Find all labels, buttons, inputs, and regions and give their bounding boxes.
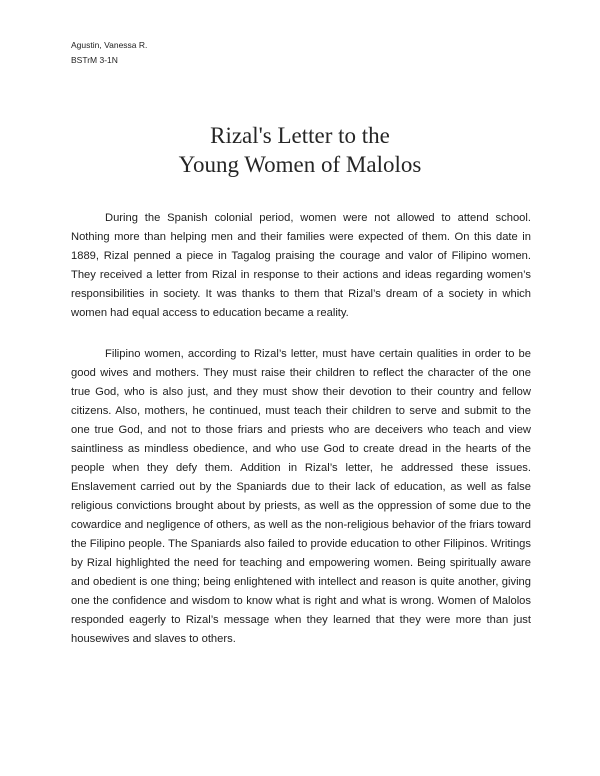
author-block <box>71 38 147 68</box>
document-title <box>0 121 600 179</box>
paragraph-1 <box>71 209 531 323</box>
paragraph-2 <box>71 345 531 649</box>
title-line-1: Rizal's Letter to the <box>210 123 390 148</box>
author-section: BSTrM 3-1N <box>71 55 118 65</box>
paragraph-2-text: Filipino women, according to Rizal’s letter, must have certain qualities in order to be good wives and mothers. They must raise their children to reflect the character of the one true God, who is also just, and they must show their devotion to their country and fellow citizens. Also, mothers, he continued, must teach their children to serve and submit to the one true God, and not to those friars and priests who are deceivers who teach and view saintliness as mindless obedience, and who use God to create dread in the hearts of the people when they defy them. Addition in Rizal’s letter, he addressed these issues. Enslavement carried out by the Spaniards due to their lack of education, as well as false religious convictions brought about by priests, as well as the oppression of some due to the cowardice and negligence of others, as well as the non-religious behavior of the friars toward the Filipino people. The Spaniards also failed to provide education to other Filipinos. Writings by Rizal highlighted the need for teaching and empowering women. Being spiritually aware and obedient is one thing; being enlightened with intellect and reason is quite another, giving one the confidence and wisdom to know what is right and what is wrong. Women of Malolos responded eagerly to Rizal’s message when they learned that they were more than just housewives and slaves to others. <box>71 348 531 645</box>
author-name: Agustin, Vanessa R. <box>71 40 148 50</box>
paragraph-1-text: During the Spanish colonial period, women were not allowed to attend school. Nothing more than helping men and their families were expected of them. On this date in 1889, Rizal penned a piece in Tagalog praising the courage and valor of Filipino women. They received a letter from Rizal in response to their actions and ideas regarding women’s responsibilities in society. It was thanks to them that Rizal’s dream of a society in which women had equal access to education became a reality. <box>71 212 531 319</box>
title-line-2: Young Women of Malolos <box>178 152 422 177</box>
